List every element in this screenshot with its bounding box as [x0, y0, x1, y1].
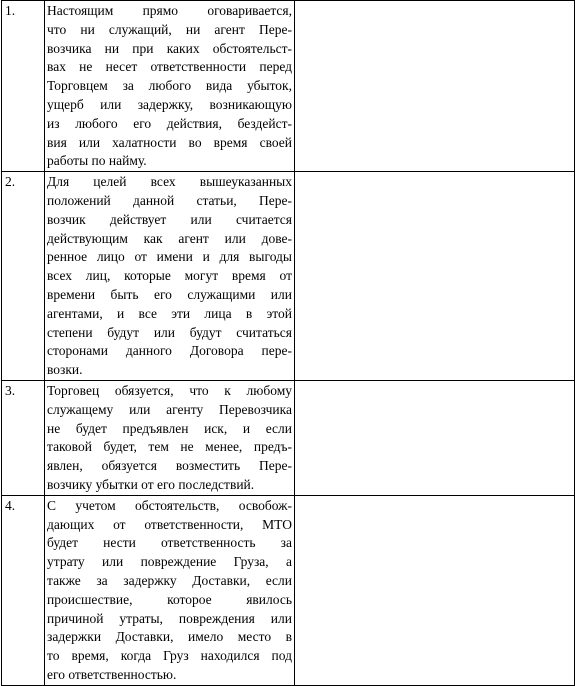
clause-line: Для целей всех вышеуказанных: [47, 174, 292, 190]
clause-line: Настоящим прямо оговаривается,: [47, 3, 292, 18]
clause-line: задержки Доставки, имело место в: [47, 629, 292, 645]
clause-line: также за задержку Доставки, если: [47, 572, 292, 588]
clause-line: возки.: [47, 362, 83, 378]
clause-line: дающих от ответственности, МТО: [47, 516, 292, 532]
clause-line: Торговцем за любого вида убыток,: [47, 78, 292, 94]
clause-line: возчик действует или считается: [47, 211, 292, 227]
clause-line: ренное лицо от имени и для выгоды: [47, 249, 292, 265]
clause-line: вия или халатности во время своей: [47, 134, 292, 150]
clause-line: происшествие, которое явилось: [47, 591, 292, 607]
clause-line: степени будут или будут считаться: [47, 324, 292, 340]
clause-line: возчику убытки от его последствий.: [47, 476, 255, 492]
clause-line: Торговец обязуется, что к любому: [47, 382, 292, 398]
clause-right-cell: [295, 380, 575, 495]
table-row: [2, 172, 575, 381]
clause-text: [45, 380, 295, 495]
clause-line: что ни служащий, ни агент Пере-: [47, 21, 292, 37]
clause-line: причиной утраты, повреждения или: [47, 610, 292, 626]
clause-line: вах не несет ответственности перед: [47, 59, 292, 75]
clause-line: всех лиц, которые могут время от: [47, 268, 292, 284]
clause-line: утрату или повреждение Груза, а: [47, 554, 292, 570]
clause-table: [1, 0, 575, 686]
clause-line: возчика ни при каких обстоятельст-: [47, 40, 292, 56]
clause-number: 3.: [2, 380, 45, 495]
table-row: [2, 380, 575, 495]
clause-text: [45, 172, 295, 381]
clause-number: 2.: [2, 172, 45, 381]
clause-line: действующим как агент или дове-: [47, 230, 292, 246]
clause-line: таковой будет, тем не менее, предъ-: [47, 439, 292, 455]
clause-text: [45, 495, 295, 685]
clause-line: будет нести ответственность за: [47, 535, 292, 551]
clause-line: ущерб или задержку, возникающую: [47, 96, 292, 112]
clause-line: явлен, обязуется возместить Пере-: [47, 458, 292, 474]
clause-table-body: [2, 1, 575, 686]
clause-line: то время, когда Груз находился под: [47, 648, 292, 664]
clause-line: из любого его действия, бездейст-: [47, 115, 292, 131]
clause-line: не будет предъявлен иск, и если: [47, 420, 292, 436]
clause-line: С учетом обстоятельств, освобож-: [47, 497, 292, 513]
clause-line: работы по найму.: [47, 153, 147, 169]
clause-line: агентами, и все эти лица в этой: [47, 305, 292, 321]
table-row: [2, 1, 575, 172]
clause-right-cell: [295, 172, 575, 381]
clause-line: сторонами данного Договора пере-: [47, 343, 292, 359]
clause-line: положений данной статьи, Пере-: [47, 192, 292, 208]
clause-line: времени быть его служащими или: [47, 286, 292, 302]
clause-right-cell: [295, 495, 575, 685]
clause-text: [45, 1, 295, 172]
clause-line: его ответственностью.: [47, 666, 177, 682]
clause-number: 4.: [2, 495, 45, 685]
clause-line: служащему или агенту Перевозчика: [47, 401, 292, 417]
table-row: [2, 495, 575, 685]
clause-number: 1.: [2, 1, 45, 172]
clause-right-cell: [295, 1, 575, 172]
